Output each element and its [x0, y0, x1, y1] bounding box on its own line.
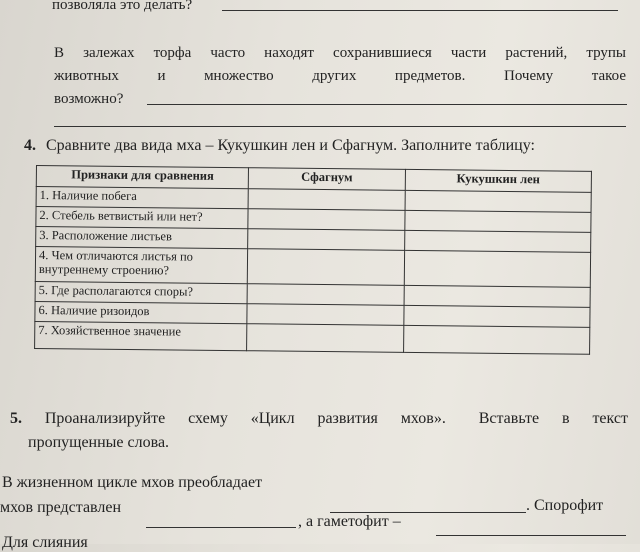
task-4-heading: 4. Сравните два вида мха – Кукушкин лен и Сфагнум. Заполните таблицу: — [24, 137, 535, 154]
peat-question-line-1: В залежах торфа часто находят сохранившиеся части растений, трупы — [54, 45, 626, 61]
peat-question-line-2: животных и множество других предметов. Почему такое — [54, 68, 626, 84]
task-5-heading-line-2: пропущенные слова. — [28, 434, 170, 451]
kukushkin-answer-cell[interactable] — [405, 210, 592, 232]
answer-line[interactable] — [222, 10, 618, 11]
criteria-cell: 3. Расположение листьев — [36, 227, 248, 249]
peat-question-line-3: возможно? — [54, 91, 124, 107]
previous-question-fragment: позволяла это делать? — [52, 0, 193, 13]
kukushkin-answer-cell[interactable] — [404, 285, 591, 307]
sphagnum-answer-cell[interactable] — [248, 209, 405, 231]
kukushkin-answer-cell[interactable] — [404, 305, 591, 327]
criteria-cell: 6. Наличие ризоидов — [35, 301, 247, 323]
fill-text-line-2-start: мхов представлен — [0, 499, 122, 516]
blank-gametophyte[interactable] — [436, 535, 626, 536]
criteria-cell: 2. Стебель ветвистый или нет? — [36, 207, 248, 229]
fill-text-line-1: В жизненном цикле мхов преобладает — [2, 474, 263, 491]
criteria-cell: 4. Чем отличаются листья по внутреннему строению? — [35, 247, 248, 284]
sphagnum-answer-cell[interactable] — [247, 324, 404, 353]
sphagnum-answer-cell[interactable] — [248, 249, 405, 286]
table-row — [35, 247, 590, 288]
sphagnum-answer-cell[interactable] — [247, 304, 404, 326]
criteria-cell: 1. Наличие побега — [36, 187, 248, 209]
kukushkin-answer-cell[interactable] — [403, 325, 590, 354]
task-5-heading-line-1: 5. Проанализируйте схему «Цикл развития мхов». Вставьте в текст — [10, 410, 628, 427]
answer-line[interactable] — [54, 126, 626, 127]
sphagnum-answer-cell[interactable] — [248, 229, 405, 251]
header-kukushkin: Кукушкин лен — [405, 169, 592, 192]
blank-sporophyte[interactable] — [146, 527, 296, 528]
answer-line[interactable] — [147, 104, 627, 105]
criteria-cell: 5. Где располагаются споры? — [35, 281, 247, 303]
criteria-cell: 7. Хозяйственное значение — [35, 321, 248, 350]
fill-text-line-3: Для слияния — [2, 534, 88, 551]
kukushkin-answer-cell[interactable] — [404, 230, 591, 252]
fill-text-line-2-mid: , а гаметофит – — [298, 513, 401, 530]
comparison-table — [34, 165, 592, 355]
table-row — [35, 321, 590, 354]
kukushkin-answer-cell[interactable] — [405, 190, 592, 212]
sphagnum-answer-cell[interactable] — [247, 284, 404, 306]
kukushkin-answer-cell[interactable] — [404, 250, 591, 287]
header-sphagnum: Сфагнум — [249, 168, 406, 191]
sphagnum-answer-cell[interactable] — [248, 189, 405, 211]
header-criteria: Признаки для сравнения — [36, 166, 248, 189]
fill-text-line-1-end: . Спорофит — [526, 497, 604, 514]
